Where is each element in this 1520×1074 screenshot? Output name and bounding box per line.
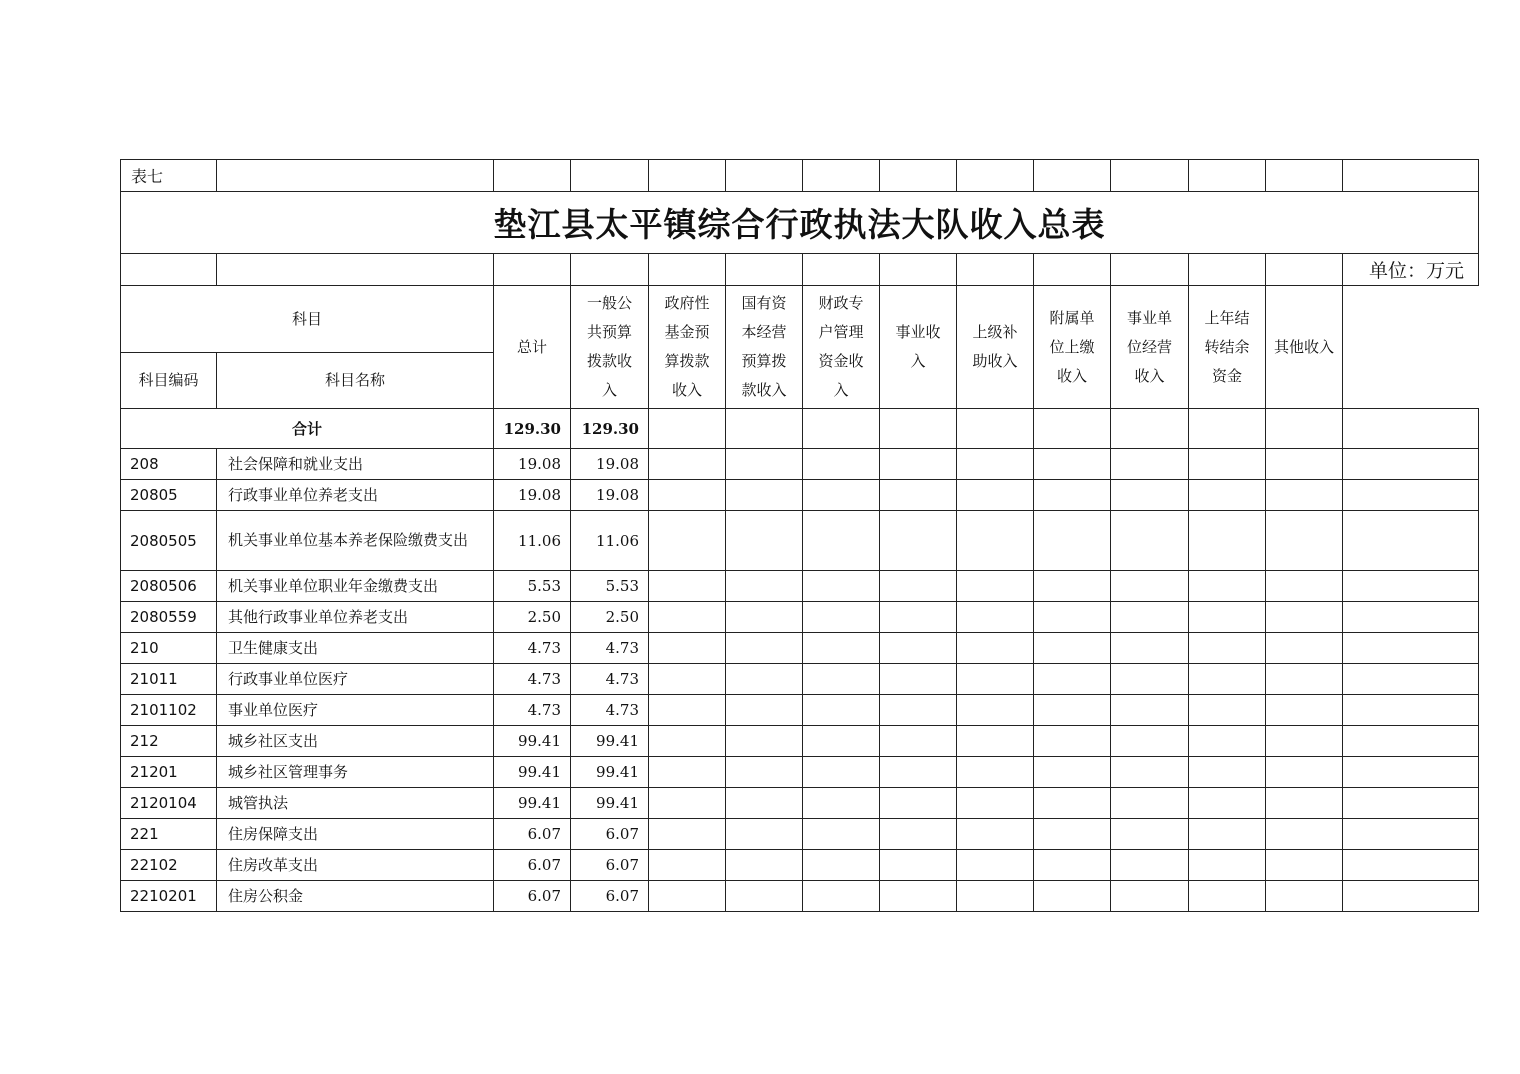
- empty-cell: [1189, 571, 1266, 602]
- empty-cell: [1189, 664, 1266, 695]
- empty-cell: [880, 511, 957, 571]
- empty-cell: [1343, 449, 1479, 480]
- table-row: [121, 511, 1479, 571]
- empty-cell: [1189, 480, 1266, 511]
- header-subject-name: 科目名称: [217, 353, 494, 409]
- empty-cell: [803, 449, 880, 480]
- row-total: 4.73: [494, 664, 571, 695]
- empty-cell: [726, 881, 803, 912]
- empty-cell: [1034, 850, 1111, 881]
- empty-cell: [1034, 449, 1111, 480]
- empty-cell: [803, 726, 880, 757]
- row-code: 21011: [121, 664, 217, 695]
- empty-cell: [880, 819, 957, 850]
- empty-cell: [957, 881, 1034, 912]
- row-code: 22102: [121, 850, 217, 881]
- empty-cell: [1189, 819, 1266, 850]
- header-row-1: [121, 286, 1479, 353]
- empty-cell: [1343, 757, 1479, 788]
- empty-cell: [957, 449, 1034, 480]
- row-total: 2.50: [494, 602, 571, 633]
- empty-cell: [880, 633, 957, 664]
- header-general-budget: 一般公共预算拨款收入: [571, 286, 649, 409]
- empty-cell: [726, 449, 803, 480]
- empty-cell: [1266, 602, 1343, 633]
- empty-cell: [803, 571, 880, 602]
- header-other-income: 其他收入: [1266, 286, 1343, 409]
- empty-cell: [1343, 726, 1479, 757]
- empty-cell: [1111, 881, 1189, 912]
- table-row: [121, 850, 1479, 881]
- row-name: 城管执法: [217, 788, 494, 819]
- empty-cell: [1266, 881, 1343, 912]
- row-code: 2080559: [121, 602, 217, 633]
- empty-cell: [1343, 633, 1479, 664]
- empty-cell: [1111, 511, 1189, 571]
- table-row: [121, 449, 1479, 480]
- empty-cell: [1034, 881, 1111, 912]
- empty-cell: [1343, 881, 1479, 912]
- row-code: 2120104: [121, 788, 217, 819]
- total-label: 合计: [121, 409, 494, 449]
- header-state-capital: 国有资本经营预算拨款收入: [726, 286, 803, 409]
- row-name: 城乡社区支出: [217, 726, 494, 757]
- row-general-budget: 99.41: [571, 757, 649, 788]
- empty-cell: [726, 511, 803, 571]
- row-code: 2080505: [121, 511, 217, 571]
- table-row: [121, 695, 1479, 726]
- empty-cell: [1343, 480, 1479, 511]
- header-business-operation: 事业单位经营收入: [1111, 286, 1189, 409]
- row-total: 6.07: [494, 850, 571, 881]
- empty-cell: [1189, 449, 1266, 480]
- table-row: [121, 757, 1479, 788]
- empty-cell: [957, 633, 1034, 664]
- empty-cell: [803, 757, 880, 788]
- empty-cell: [1111, 571, 1189, 602]
- row-name: 机关事业单位基本养老保险缴费支出: [217, 511, 494, 571]
- empty-cell: [957, 726, 1034, 757]
- empty-cell: [1343, 819, 1479, 850]
- empty-cell: [803, 695, 880, 726]
- empty-cell: [1343, 695, 1479, 726]
- empty-cell: [649, 850, 726, 881]
- row-total: 4.73: [494, 633, 571, 664]
- row-general-budget: 4.73: [571, 664, 649, 695]
- empty-cell: [1034, 664, 1111, 695]
- empty-cell: [1189, 788, 1266, 819]
- total-value: 129.30: [494, 409, 571, 449]
- row-code: 2080506: [121, 571, 217, 602]
- row-code: 21201: [121, 757, 217, 788]
- row-name: 其他行政事业单位养老支出: [217, 602, 494, 633]
- empty-cell: [880, 602, 957, 633]
- empty-cell: [803, 788, 880, 819]
- empty-cell: [1189, 757, 1266, 788]
- row-general-budget: 19.08: [571, 480, 649, 511]
- row-total: 99.41: [494, 757, 571, 788]
- row-name: 事业单位医疗: [217, 695, 494, 726]
- empty-cell: [880, 480, 957, 511]
- empty-cell: [1034, 726, 1111, 757]
- empty-cell: [726, 602, 803, 633]
- row-total: 19.08: [494, 480, 571, 511]
- empty-cell: [1111, 819, 1189, 850]
- row-name: 行政事业单位养老支出: [217, 480, 494, 511]
- empty-cell: [1111, 633, 1189, 664]
- empty-cell: [880, 726, 957, 757]
- empty-cell: [1266, 757, 1343, 788]
- empty-cell: [1266, 480, 1343, 511]
- header-special-account: 财政专户管理资金收入: [803, 286, 880, 409]
- row-name: 住房改革支出: [217, 850, 494, 881]
- row-general-budget: 11.06: [571, 511, 649, 571]
- empty-cell: [649, 788, 726, 819]
- empty-cell: [649, 480, 726, 511]
- header-subject-code: 科目编码: [121, 353, 217, 409]
- empty-cell: [726, 850, 803, 881]
- empty-cell: [957, 850, 1034, 881]
- empty-cell: [649, 819, 726, 850]
- empty-cell: [1034, 819, 1111, 850]
- empty-cell: [1111, 788, 1189, 819]
- row-general-budget: 99.41: [571, 726, 649, 757]
- empty-cell: [1266, 571, 1343, 602]
- empty-cell: [726, 788, 803, 819]
- empty-cell: [1266, 664, 1343, 695]
- empty-cell: [1034, 757, 1111, 788]
- empty-cell: [957, 602, 1034, 633]
- tag-row: [121, 160, 1479, 192]
- table-row: [121, 788, 1479, 819]
- empty-cell: [803, 633, 880, 664]
- row-general-budget: 19.08: [571, 449, 649, 480]
- row-code: 2101102: [121, 695, 217, 726]
- row-code: 2210201: [121, 881, 217, 912]
- row-general-budget: 4.73: [571, 695, 649, 726]
- page-title: 垫江县太平镇综合行政执法大队收入总表: [121, 192, 1479, 254]
- empty-cell: [1189, 602, 1266, 633]
- row-name: 住房公积金: [217, 881, 494, 912]
- empty-cell: [1189, 850, 1266, 881]
- empty-cell: [957, 819, 1034, 850]
- empty-cell: [649, 633, 726, 664]
- row-name: 行政事业单位医疗: [217, 664, 494, 695]
- empty-cell: [1343, 602, 1479, 633]
- row-code: 208: [121, 449, 217, 480]
- header-gov-fund: 政府性基金预算拨款收入: [649, 286, 726, 409]
- empty-cell: [1266, 695, 1343, 726]
- empty-cell: [1343, 850, 1479, 881]
- empty-cell: [726, 571, 803, 602]
- empty-cell: [880, 757, 957, 788]
- empty-cell: [726, 480, 803, 511]
- empty-cell: [880, 850, 957, 881]
- empty-cell: [1343, 788, 1479, 819]
- header-affiliated-unit: 附属单位上缴收入: [1034, 286, 1111, 409]
- table-row: [121, 881, 1479, 912]
- header-carryover: 上年结转结余资金: [1189, 286, 1266, 409]
- row-total: 5.53: [494, 571, 571, 602]
- unit-label: 单位：万元: [1343, 254, 1479, 286]
- empty-cell: [1343, 664, 1479, 695]
- empty-cell: [649, 881, 726, 912]
- income-summary-table: [120, 159, 1479, 912]
- empty-cell: [649, 726, 726, 757]
- row-total: 11.06: [494, 511, 571, 571]
- row-name: 社会保障和就业支出: [217, 449, 494, 480]
- table-row: [121, 480, 1479, 511]
- table-row: [121, 726, 1479, 757]
- row-code: 212: [121, 726, 217, 757]
- row-name: 城乡社区管理事务: [217, 757, 494, 788]
- empty-cell: [880, 449, 957, 480]
- empty-cell: [1034, 480, 1111, 511]
- empty-cell: [957, 480, 1034, 511]
- row-code: 210: [121, 633, 217, 664]
- row-total: 6.07: [494, 819, 571, 850]
- empty-cell: [803, 819, 880, 850]
- empty-cell: [957, 695, 1034, 726]
- empty-cell: [726, 633, 803, 664]
- empty-cell: [1034, 695, 1111, 726]
- empty-cell: [1266, 633, 1343, 664]
- empty-cell: [803, 881, 880, 912]
- row-general-budget: 6.07: [571, 819, 649, 850]
- empty-cell: [803, 664, 880, 695]
- empty-cell: [1034, 571, 1111, 602]
- total-general-budget: 129.30: [571, 409, 649, 449]
- row-general-budget: 5.53: [571, 571, 649, 602]
- table-row: [121, 633, 1479, 664]
- total-row: [121, 409, 1479, 449]
- empty-cell: [957, 757, 1034, 788]
- empty-cell: [957, 571, 1034, 602]
- empty-cell: [1189, 633, 1266, 664]
- empty-cell: [1034, 788, 1111, 819]
- empty-cell: [649, 757, 726, 788]
- empty-cell: [803, 602, 880, 633]
- empty-cell: [880, 664, 957, 695]
- empty-cell: [1189, 695, 1266, 726]
- empty-cell: [1111, 726, 1189, 757]
- row-total: 99.41: [494, 788, 571, 819]
- empty-cell: [726, 726, 803, 757]
- empty-cell: [803, 480, 880, 511]
- empty-cell: [1111, 664, 1189, 695]
- empty-cell: [1266, 788, 1343, 819]
- table-row: [121, 819, 1479, 850]
- row-name: 机关事业单位职业年金缴费支出: [217, 571, 494, 602]
- empty-cell: [726, 695, 803, 726]
- empty-cell: [1111, 695, 1189, 726]
- empty-cell: [1343, 571, 1479, 602]
- empty-cell: [1111, 757, 1189, 788]
- empty-cell: [1111, 602, 1189, 633]
- table-tag: 表七: [121, 160, 217, 192]
- empty-cell: [880, 881, 957, 912]
- row-code: 221: [121, 819, 217, 850]
- empty-cell: [957, 511, 1034, 571]
- row-name: 卫生健康支出: [217, 633, 494, 664]
- empty-cell: [726, 757, 803, 788]
- empty-cell: [1034, 633, 1111, 664]
- empty-cell: [880, 571, 957, 602]
- empty-cell: [649, 571, 726, 602]
- empty-cell: [1111, 480, 1189, 511]
- empty-cell: [1189, 726, 1266, 757]
- empty-cell: [1266, 726, 1343, 757]
- row-name: 住房保障支出: [217, 819, 494, 850]
- empty-cell: [1266, 850, 1343, 881]
- empty-cell: [649, 511, 726, 571]
- empty-cell: [1266, 511, 1343, 571]
- empty-cell: [880, 695, 957, 726]
- empty-cell: [957, 664, 1034, 695]
- empty-cell: [1189, 881, 1266, 912]
- table-row: [121, 664, 1479, 695]
- empty-cell: [1266, 449, 1343, 480]
- row-general-budget: 6.07: [571, 850, 649, 881]
- row-code: 20805: [121, 480, 217, 511]
- row-general-budget: 99.41: [571, 788, 649, 819]
- unit-row: [121, 254, 1479, 286]
- row-total: 99.41: [494, 726, 571, 757]
- row-general-budget: 4.73: [571, 633, 649, 664]
- header-superior-subsidy: 上级补助收入: [957, 286, 1034, 409]
- table-row: [121, 602, 1479, 633]
- row-total: 19.08: [494, 449, 571, 480]
- empty-cell: [803, 511, 880, 571]
- empty-cell: [726, 819, 803, 850]
- empty-cell: [1111, 449, 1189, 480]
- empty-cell: [726, 664, 803, 695]
- empty-cell: [1034, 511, 1111, 571]
- empty-cell: [1189, 511, 1266, 571]
- row-general-budget: 6.07: [571, 881, 649, 912]
- row-total: 4.73: [494, 695, 571, 726]
- empty-cell: [649, 695, 726, 726]
- empty-cell: [1343, 511, 1479, 571]
- row-general-budget: 2.50: [571, 602, 649, 633]
- empty-cell: [1111, 850, 1189, 881]
- table-row: [121, 571, 1479, 602]
- empty-cell: [803, 850, 880, 881]
- empty-cell: [880, 788, 957, 819]
- title-row: [121, 192, 1479, 254]
- row-total: 6.07: [494, 881, 571, 912]
- header-total: 总计: [494, 286, 571, 409]
- empty-cell: [1034, 602, 1111, 633]
- empty-cell: [649, 449, 726, 480]
- header-subject: 科目: [121, 286, 494, 353]
- empty-cell: [1266, 819, 1343, 850]
- empty-cell: [649, 664, 726, 695]
- data-rows: [121, 449, 1479, 912]
- empty-cell: [957, 788, 1034, 819]
- empty-cell: [649, 602, 726, 633]
- header-business-income: 事业收入: [880, 286, 957, 409]
